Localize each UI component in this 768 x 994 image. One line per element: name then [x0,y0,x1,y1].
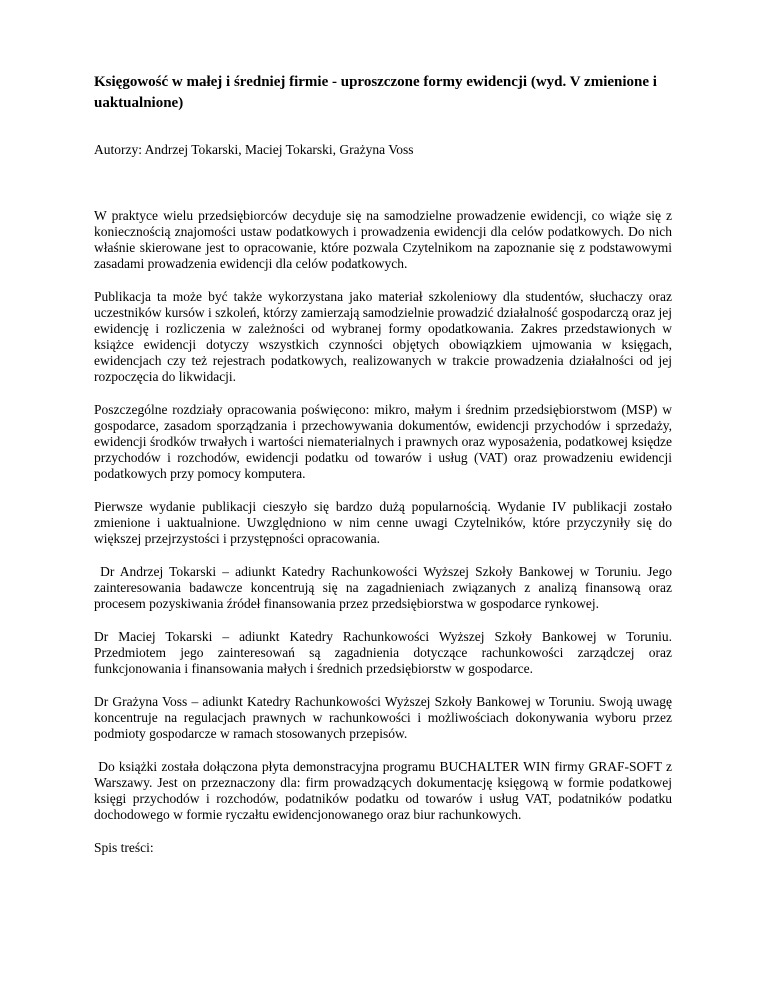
paragraph-bio-andrzej-tokarski: Dr Andrzej Tokarski – adiunkt Katedry Rachunkowości Wyższej Szkoły Bankowej w Toruniu. Jego zainteresowania badawcze koncentrują się na zagadnieniach związanych z analizą finansową oraz procesem pozyskiwania źródeł finansowania przez przedsiębiorstwa w gospodarce rynkowej. [94,564,676,611]
paragraph-bio-grazyna-voss: Dr Grażyna Voss – adiunkt Katedry Rachunkowości Wyższej Szkoły Bankowej w Toruniu. Swoją uwagę koncentruje na regulacjach prawnych w rachunkowości i możliwościach dokonywania wyboru przez podmioty gospodarcze w ramach stosowanych przepisów. [94,694,676,741]
paragraph-bio-maciej-tokarski: Dr Maciej Tokarski – adiunkt Katedry Rachunkowości Wyższej Szkoły Bankowej w Toruniu. Przedmiotem jego zainteresowań są zagadnienia dotyczące rachunkowości zarządczej oraz funkcjonowania i finansowania małych i średnich przedsiębiorstw w gospodarce. [94,629,676,676]
authors-line: Autorzy: Andrzej Tokarski, Maciej Tokarski, Grażyna Voss [94,142,414,157]
paragraph-cd-info: Do książki została dołączona płyta demonstracyjna programu BUCHALTER WIN firmy GRAF-SOFT z Warszawy. Jest on przeznaczony dla: firm prowadzących dokumentację księgową w formie podatkowej księgi przychodów i rozchodów, podatników podatku od towarów i usług VAT, podatników podatku dochodowego w formie ryczałtu ewidencjonowanego oraz biur rachunkowych. [94,759,676,822]
paragraph-editions: Pierwsze wydanie publikacji cieszyło się bardzo dużą popularnością. Wydanie IV publikacji zostało zmienione i uaktualnione. Uwzględniono w nim cenne uwagi Czytelników, które przyczyniły się do większej przejrzystości i przystępności opracowania. [94,499,676,546]
document-body [94,208,676,823]
toc-heading: Spis treści: [94,840,154,855]
paragraph-chapters: Poszczególne rozdziały opracowania poświęcono: mikro, małym i średnim przedsiębiorstwom (MSP) w gospodarce, zasadom sporządzania i przechowywania dokumentów, ewidencji przychodów i sprzedaży, ewidencji środków trwałych i wartości niematerialnych i prawnych oraz wyposażenia, podatkowej księdze przychodów i rozchodów, ewidencji podatku od towarów i usług (VAT) oraz prowadzeniu ewidencji podatkowych przy pomocy komputera. [94,402,676,481]
paragraph-audience: Publikacja ta może być także wykorzystana jako materiał szkoleniowy dla studentów, słuchaczy oraz uczestników kursów i szkoleń, którzy zamierzają samodzielnie prowadzić działalność gospodarczą oraz jej ewidencję i rozliczenia w zależności od wybranej formy opodatkowania. Zakres przedstawionych w książce ewidencji dotyczy wszystkich czynności objętych obowiązkiem ujmowania w księgach, ewidencjach czy też rejestrach podatkowych, realizowanych w trakcie prowadzenia działalności od jej rozpoczęcia do likwidacji. [94,289,676,384]
paragraph-intro: W praktyce wielu przedsiębiorców decyduje się na samodzielne prowadzenie ewidencji, co wiąże się z koniecznością znajomości ustaw podatkowych i prowadzenia ewidencji dla celów podatkowych. Do nich właśnie skierowane jest to opracowanie, które pozwala Czytelnikom na zapoznanie się z podstawowymi zasadami prowadzenia ewidencji dla celów podatkowych. [94,208,676,271]
document-title: Księgowość w małej i średniej firmie - uproszczone formy ewidencji (wyd. V zmienione i uaktualnione) [94,74,657,111]
